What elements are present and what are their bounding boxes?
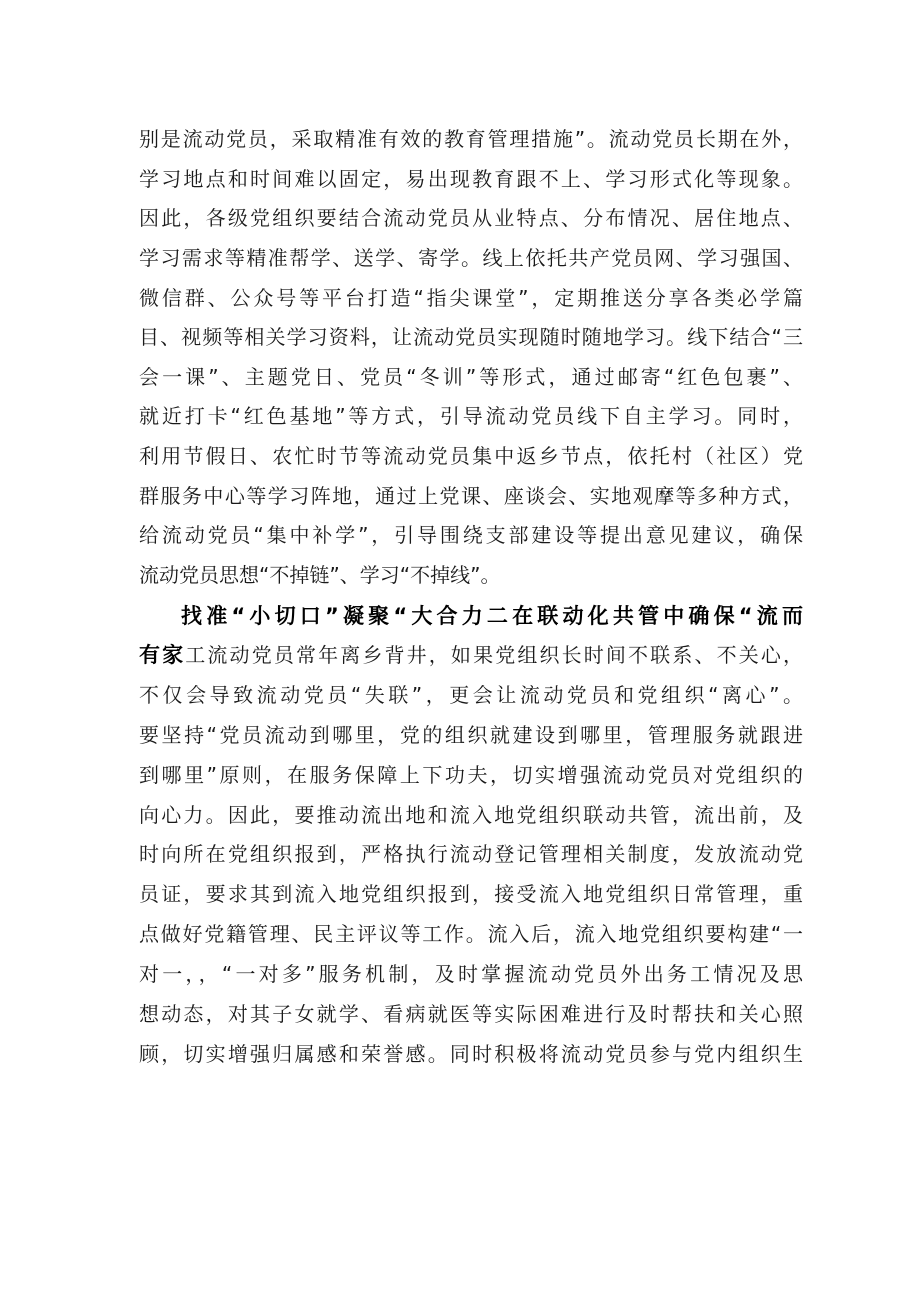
paragraph-2-heading-line-1: 找准“小切口”凝聚“大合力二在联动化共管中确保“流而: [181, 604, 803, 628]
paragraph-2-heading-line-2: [139, 637, 803, 673]
paragraph-1-line-12: 流动党员思想“不掉链”、学习“不掉线”。: [139, 563, 501, 587]
paragraph-2-line-3: 到哪里”原则，在服务保障上下功夫，切实增强流动党员对党组织的: [139, 763, 803, 787]
paragraph-1-line-2: 学习地点和时间难以固定，易出现教育跟不上、学习形式化等现象。: [139, 167, 803, 191]
paragraph-2-line-1: 不仅会导致流动党员“失联”，更会让流动党员和党组织“离心”。: [139, 683, 803, 707]
paragraph-2-heading-rest: 工流动党员常年离乡背井，如果党组织长时间不联系、不关心，: [185, 643, 803, 667]
paragraph-1-line-10: 群服务中心等学习阵地，通过上党课、座谈会、实地观摩等多种方式，: [139, 484, 803, 508]
paragraph-2-line-8: 对一，，“一对多”服务机制，及时掌握流动党员外出务工情况及思: [139, 962, 803, 986]
paragraph-1-line-7: 会一课”、主题党日、党员“冬训”等形式，通过邮寄“红色包裹”、: [139, 365, 803, 389]
paragraph-2-line-5: 时向所在党组织报到，严格执行流动登记管理相关制度，发放流动党: [139, 842, 803, 866]
paragraph-1-line-3: 因此，各级党组织要结合流动党员从业特点、分布情况、居住地点、: [139, 206, 803, 230]
paragraph-1-line-8: 就近打卡“红色基地”等方式，引导流动党员线下自主学习。同时，: [139, 404, 803, 428]
paragraph-1-line-9: 利用节假日、农忙时节等流动党员集中返乡节点，依托村（社区）党: [139, 444, 803, 468]
paragraph-2-line-2: 要坚持“党员流动到哪里，党的组织就建设到哪里，管理服务就跟进: [139, 723, 803, 747]
paragraph-2-line-10: 顾，切实增强归属感和荣誉感。同时积极将流动党员参与党内组织生: [139, 1042, 803, 1066]
paragraph-2-line-9: 想动态，对其子女就学、看病就医等实际困难进行及时帮扶和关心照: [139, 1002, 803, 1026]
paragraph-2-line-7: 点做好党籍管理、民主评议等工作。流入后，流入地党组织要构建“一: [139, 922, 803, 946]
paragraph-2-line-4: 向心力。因此，要推动流出地和流入地党组织联动共管，流出前，及: [139, 803, 803, 827]
paragraph-1-line-11: 给流动党员“集中补学”，引导围绕支部建设等提出意见建议，确保: [139, 523, 803, 547]
paragraph-1-line-6: 目、视频等相关学习资料，让流动党员实现随时随地学习。线下结合“三: [139, 325, 803, 349]
paragraph-2-heading-bold: 有家: [139, 643, 186, 667]
paragraph-1-line-4: 学习需求等精准帮学、送学、寄学。线上依托共产党员网、学习强国、: [139, 246, 803, 270]
paragraph-1-line-5: 微信群、公众号等平台打造“指尖课堂”，定期推送分享各类必学篇: [139, 286, 803, 310]
paragraph-1-line-1: 别是流动党员，采取精准有效的教育管理措施”。流动党员长期在外，: [139, 127, 803, 151]
paragraph-2-line-6: 员证，要求其到流入地党组织报到，接受流入地党组织日常管理，重: [139, 882, 803, 906]
